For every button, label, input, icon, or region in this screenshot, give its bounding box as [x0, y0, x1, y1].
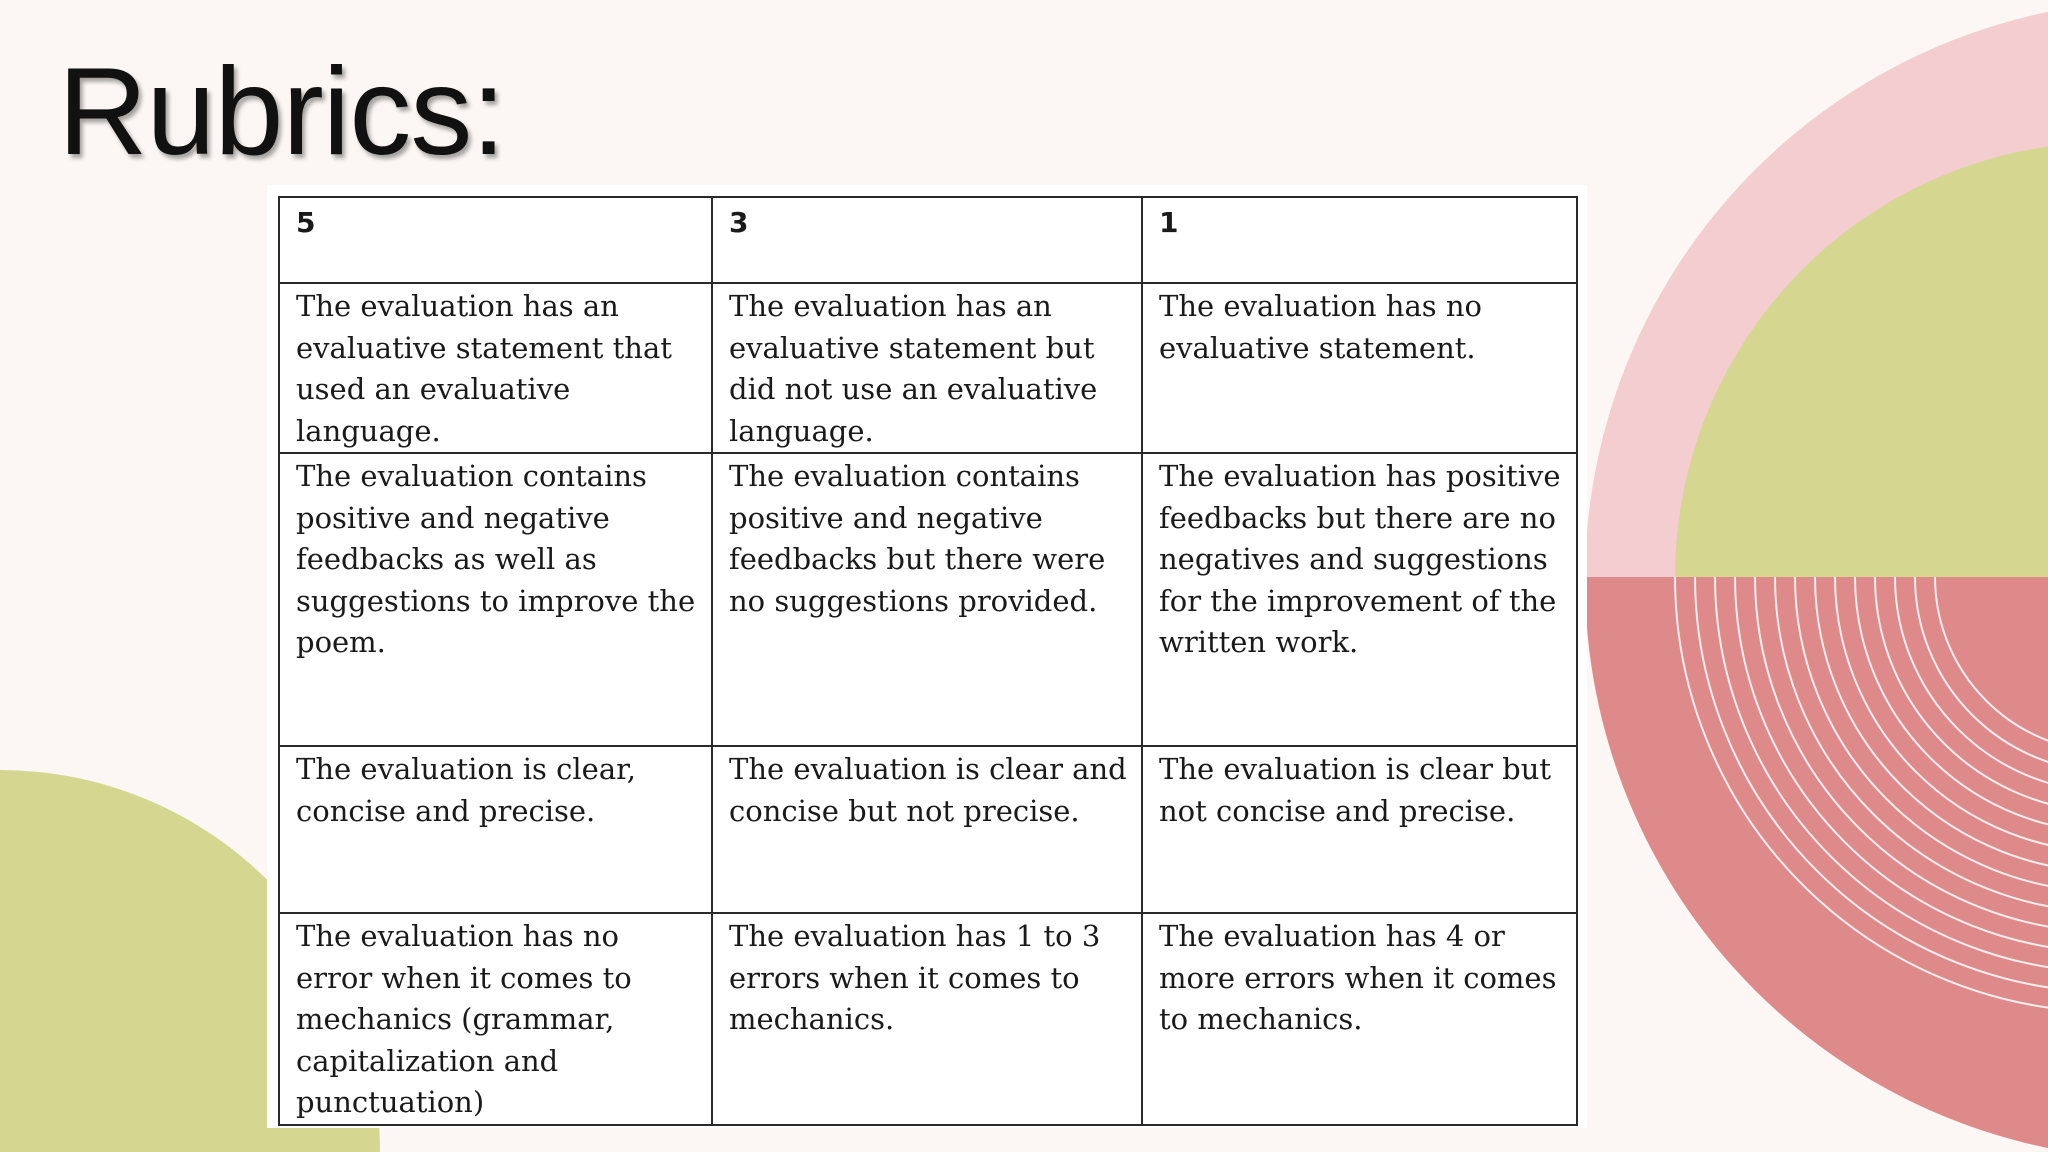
rubric-cell: The evaluation has an evaluative statement that used an evaluative language.	[279, 283, 712, 453]
rubric-table	[278, 196, 1578, 1126]
rubric-row-feedback	[279, 453, 1577, 746]
rubric-cell: The evaluation has no evaluative statement.	[1142, 283, 1577, 453]
rubric-cell: The evaluation is clear and concise but not precise.	[712, 746, 1142, 913]
score-header-1: 1	[1142, 197, 1577, 283]
slide-title: Rubrics:	[58, 43, 505, 181]
rubric-card	[267, 185, 1587, 1128]
rubric-row-clarity	[279, 746, 1577, 913]
rubric-cell: The evaluation has no error when it comes to mechanics (grammar, capitalization and punctuation)	[279, 913, 712, 1125]
rubric-cell: The evaluation is clear but not concise and precise.	[1142, 746, 1577, 913]
rubric-cell: The evaluation has positive feedbacks but there are no negatives and suggestions for the improvement of the written work.	[1142, 453, 1577, 746]
rubric-cell: The evaluation contains positive and negative feedbacks but there were no suggestions provided.	[712, 453, 1142, 746]
rubric-cell: The evaluation is clear, concise and precise.	[279, 746, 712, 913]
rubric-cell: The evaluation has an evaluative statement but did not use an evaluative language.	[712, 283, 1142, 453]
score-header-3: 3	[712, 197, 1142, 283]
rubric-cell: The evaluation has 4 or more errors when it comes to mechanics.	[1142, 913, 1577, 1125]
rubric-cell: The evaluation has 1 to 3 errors when it comes to mechanics.	[712, 913, 1142, 1125]
rubric-header-row	[279, 197, 1577, 283]
rubric-row-mechanics	[279, 913, 1577, 1125]
rubric-cell: The evaluation contains positive and negative feedbacks as well as suggestions to improve the poem.	[279, 453, 712, 746]
score-header-5: 5	[279, 197, 712, 283]
rubric-row-evaluative-statement	[279, 283, 1577, 453]
